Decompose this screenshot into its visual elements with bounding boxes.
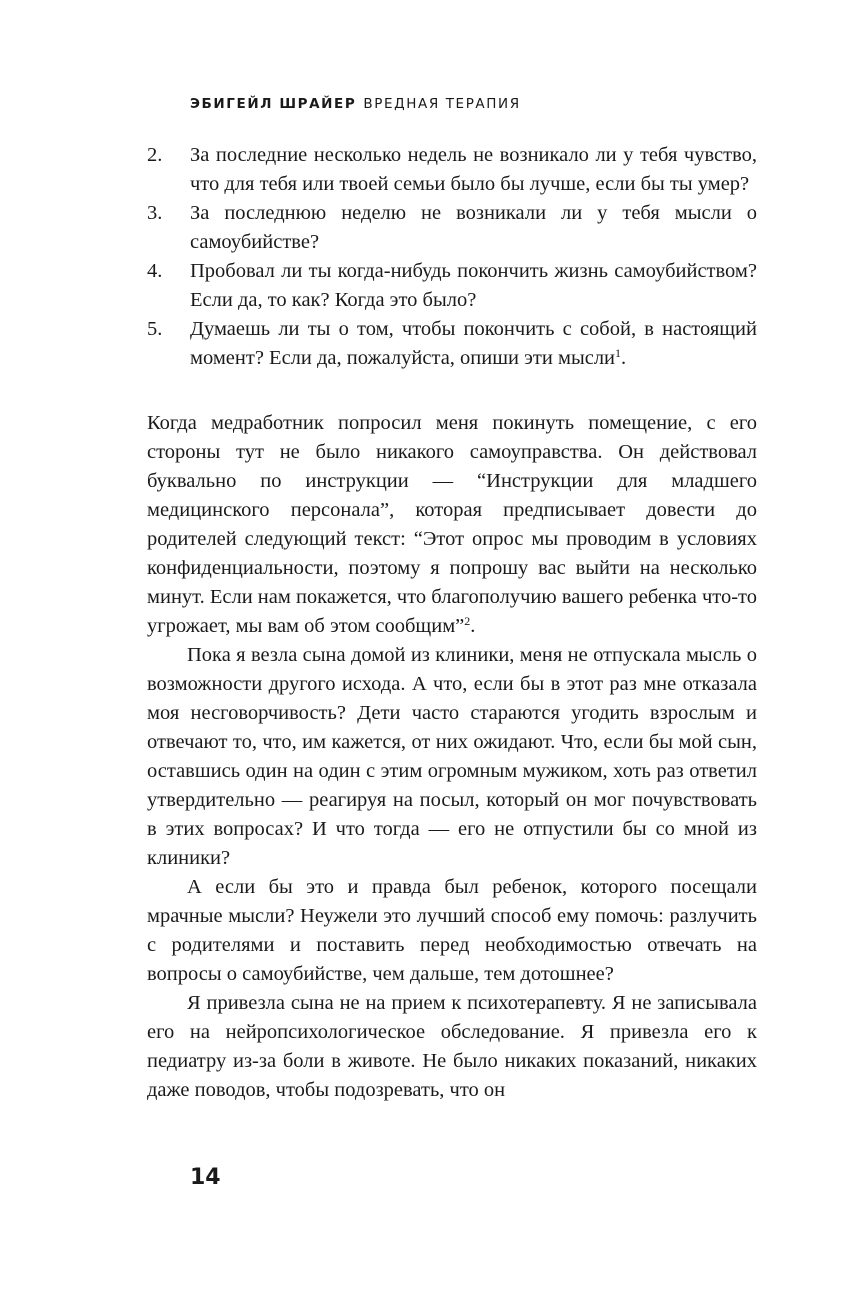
paragraph [147,409,757,641]
running-header [190,96,521,112]
footnote-ref[interactable]: 2 [464,614,471,628]
paragraph: Я привезла сына не на прием к психотерапевту. Я не записывала его на нейропсихологическое обследование. Я привезла его к педиатру из-за боли в животе. Не было никаких показаний, никаких даже поводов, чтобы подозревать, что он [147,992,757,1101]
list-item-number: 3. [147,202,163,224]
list-item [147,199,757,257]
list-item [147,257,757,315]
header-book-title: ВРЕДНАЯ ТЕРАПИЯ [363,96,521,112]
header-author: ЭБИГЕЙЛ ШРАЙЕР [190,96,357,112]
paragraph-text: Когда медработник попросил меня покинуть помещение, с его стороны тут не было никакого самоуправства. Он действовал буквально по инструкции — “Инструкции для младшего медицинского персонала”, которая предписывает довести до родителей следующий текст: “Этот опрос мы проводим в условиях конфиденциальности, поэтому я попрошу вас выйти на несколько минут. Если нам покажется, что благополучию вашего ребенка что-то угрожает, мы вам об этом сообщим” [147,412,757,637]
list-item-number: 2. [147,144,163,166]
paragraph-end: . [470,615,476,637]
list-item-text: Думаешь ли ты о том, чтобы покончить с собой, в настоящий момент? Если да, пожалуйста, опиши эти мысли [190,318,757,369]
paragraph: А если бы это и правда был ребенок, которого посещали мрачные мысли? Неужели это лучший способ ему помочь: разлучить с родителями и поставить перед необходимостью отвечать на вопросы о самоубийстве, чем дальше, тем дотошнее? [147,876,757,985]
list-item [147,141,757,199]
list-item-end: . [621,347,627,369]
list-item-text: Пробовал ли ты когда-нибудь покончить жизнь самоубийством? Если да, то как? Когда это было? [190,260,757,311]
page-text [147,141,757,1105]
question-list [147,141,757,373]
list-item-number: 4. [147,260,163,282]
list-item-text: За последнюю неделю не возникали ли у тебя мысли о самоубийстве? [190,202,757,253]
page-number: 14 [190,1165,221,1190]
list-item [147,315,757,373]
paragraph: Пока я везла сына домой из клиники, меня не отпускала мысль о возможности другого исхода. А что, если бы в этот раз мне отказала моя несговорчивость? Дети часто стараются угодить взрослым и отвечают то, что, им кажется, от них ожидают. Что, если бы мой сын, оставшись один на один с этим огромным мужиком, хоть раз ответил утвердительно — реагируя на посыл, который он мог почувствовать в этих вопросах? И что тогда — его не отпустили бы со мной из клиники? [147,644,757,869]
list-item-text: За последние несколько недель не возникало ли у тебя чувство, что для тебя или твоей семьи было бы лучше, если бы ты умер? [190,144,757,195]
list-item-number: 5. [147,318,163,340]
footnote-ref[interactable]: 1 [615,346,622,360]
